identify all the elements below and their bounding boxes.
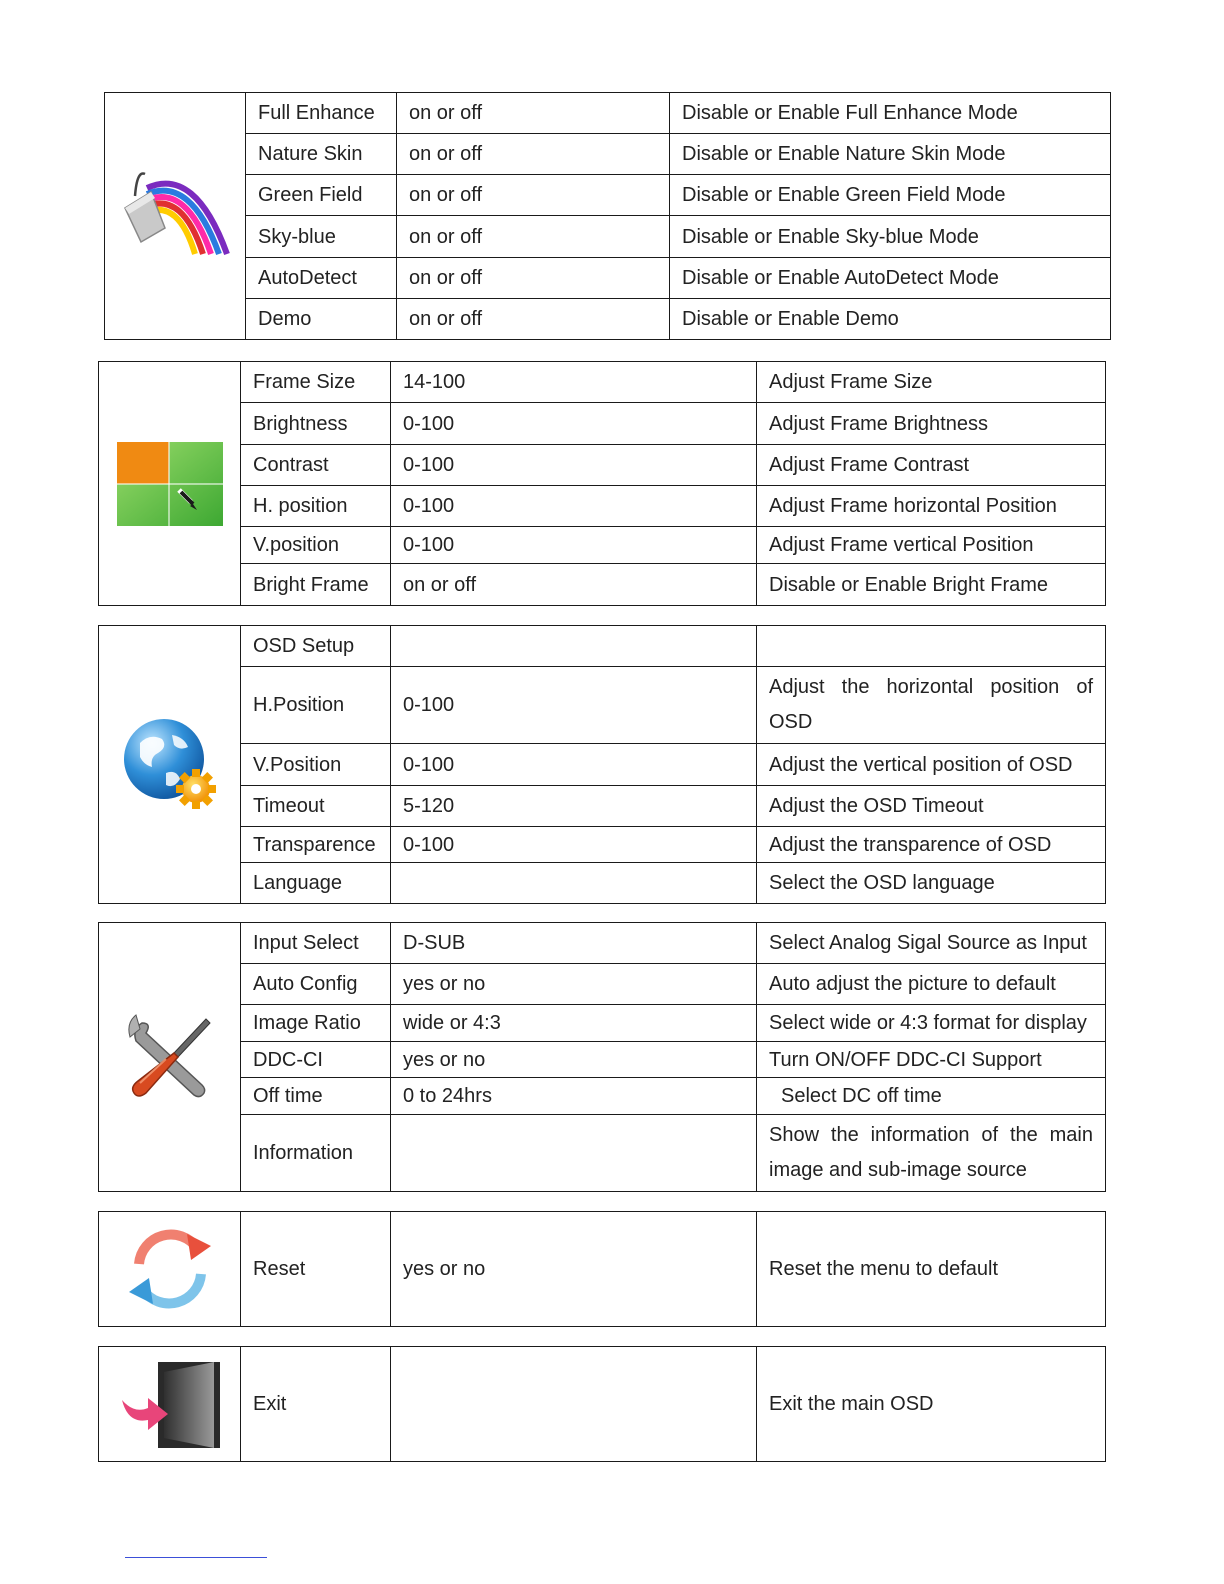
item-value: on or off [397, 93, 670, 134]
item-description [757, 626, 1106, 667]
item-value: yes or no [391, 964, 757, 1005]
frame-table [98, 361, 1106, 606]
item-value: 0-100 [391, 827, 757, 863]
item-label: Bright Frame [241, 564, 391, 606]
item-description: Disable or Enable Green Field Mode [670, 175, 1111, 216]
exit-icon-cell [99, 1347, 241, 1462]
item-label: Green Field [246, 175, 397, 216]
item-label: Frame Size [241, 362, 391, 403]
item-description: Adjust Frame Size [757, 362, 1106, 403]
item-value: on or off [397, 298, 670, 339]
item-label: DDC-CI [241, 1042, 391, 1078]
item-description: Auto adjust the picture to default [757, 964, 1106, 1005]
table-row [99, 445, 1106, 486]
table-row [99, 964, 1106, 1005]
item-description: Adjust the OSD Timeout [757, 786, 1106, 827]
item-description: Disable or Enable Sky-blue Mode [670, 216, 1111, 257]
item-description: Disable or Enable Nature Skin Mode [670, 134, 1111, 175]
item-label: V.Position [241, 744, 391, 786]
item-value: 0-100 [391, 403, 757, 445]
item-description: Disable or Enable AutoDetect Mode [670, 257, 1111, 298]
item-label: H.Position [241, 667, 391, 744]
table-row [99, 1005, 1106, 1042]
item-value: yes or no [391, 1042, 757, 1078]
table-row [99, 1347, 1106, 1462]
item-description: Reset the menu to default [757, 1212, 1106, 1327]
extra-table [98, 922, 1106, 1192]
item-description: Turn ON/OFF DDC-CI Support [757, 1042, 1106, 1078]
table-row [99, 564, 1106, 606]
item-description: Disable or Enable Full Enhance Mode [670, 93, 1111, 134]
table-row [99, 1042, 1106, 1078]
globe-gear-icon [120, 717, 220, 813]
item-description: Adjust the transparence of OSD [757, 827, 1106, 863]
table-row [99, 786, 1106, 827]
item-label: Sky-blue [246, 216, 397, 257]
item-label: AutoDetect [246, 257, 397, 298]
table-row [99, 863, 1106, 904]
reset-table [98, 1211, 1106, 1327]
picture-boost-icon-cell [105, 93, 246, 340]
item-description: Disable or Enable Demo [670, 298, 1111, 339]
item-description: Adjust Frame vertical Position [757, 527, 1106, 564]
paint-bucket-rainbow-icon [115, 166, 235, 266]
osd-icon-cell [99, 626, 241, 904]
table-row [99, 486, 1106, 527]
item-value: wide or 4:3 [391, 1005, 757, 1042]
item-description: Adjust Frame Contrast [757, 445, 1106, 486]
table-row [99, 1078, 1106, 1115]
table-row [105, 175, 1111, 216]
item-label: Timeout [241, 786, 391, 827]
item-value: 0-100 [391, 667, 757, 744]
picture-boost-table [104, 92, 1111, 340]
table-row [105, 298, 1111, 339]
item-label: Reset [241, 1212, 391, 1327]
item-value: 5-120 [391, 786, 757, 827]
item-description: Adjust the horizontal position of OSD [757, 667, 1106, 744]
table-row [99, 527, 1106, 564]
table-row [99, 1212, 1106, 1327]
item-label: Image Ratio [241, 1005, 391, 1042]
table-row [99, 827, 1106, 863]
item-label: Input Select [241, 923, 391, 964]
item-label: Contrast [241, 445, 391, 486]
item-description: Adjust Frame Brightness [757, 403, 1106, 445]
item-value [391, 1115, 757, 1192]
item-value [391, 1347, 757, 1462]
table-row [99, 667, 1106, 744]
exit-table [98, 1346, 1106, 1462]
item-label: Exit [241, 1347, 391, 1462]
table-row [99, 1115, 1106, 1192]
item-value: yes or no [391, 1212, 757, 1327]
item-value: on or off [391, 564, 757, 606]
table-row [105, 216, 1111, 257]
item-label: Transparence [241, 827, 391, 863]
item-value: 14-100 [391, 362, 757, 403]
item-value: 0-100 [391, 527, 757, 564]
item-value: D-SUB [391, 923, 757, 964]
item-label: Language [241, 863, 391, 904]
item-description: Adjust Frame horizontal Position [757, 486, 1106, 527]
item-label: H. position [241, 486, 391, 527]
item-value: on or off [397, 175, 670, 216]
item-value [391, 863, 757, 904]
table-row [99, 362, 1106, 403]
item-description: Select the OSD language [757, 863, 1106, 904]
item-value [391, 626, 757, 667]
wrench-screwdriver-icon [122, 1009, 218, 1105]
table-row [105, 257, 1111, 298]
item-label: Nature Skin [246, 134, 397, 175]
item-value: 0-100 [391, 445, 757, 486]
item-label: Demo [246, 298, 397, 339]
table-row [99, 626, 1106, 667]
reset-icon-cell [99, 1212, 241, 1327]
frame-color-pen-icon [117, 442, 223, 526]
item-description: Show the information of the main image and sub-image source [757, 1115, 1106, 1192]
item-value: 0-100 [391, 744, 757, 786]
item-label: Auto Config [241, 964, 391, 1005]
table-row [105, 134, 1111, 175]
item-description: Select wide or 4:3 format for display [757, 1005, 1106, 1042]
item-description: Select DC off time [757, 1078, 1106, 1115]
footer-rule [125, 1557, 267, 1558]
item-label: Full Enhance [246, 93, 397, 134]
item-value: on or off [397, 257, 670, 298]
item-value: on or off [397, 134, 670, 175]
frame-icon-cell [99, 362, 241, 606]
exit-door-icon [118, 1356, 222, 1452]
item-label: Information [241, 1115, 391, 1192]
table-row [99, 923, 1106, 964]
item-description: Select Analog Sigal Source as Input [757, 923, 1106, 964]
item-value: 0 to 24hrs [391, 1078, 757, 1115]
item-description: Adjust the vertical position of OSD [757, 744, 1106, 786]
extra-icon-cell [99, 923, 241, 1192]
osd-setup-table [98, 625, 1106, 904]
item-label: Brightness [241, 403, 391, 445]
item-label: OSD Setup [241, 626, 391, 667]
table-row [99, 744, 1106, 786]
item-description: Exit the main OSD [757, 1347, 1106, 1462]
reset-arrows-icon [125, 1224, 215, 1314]
item-value: 0-100 [391, 486, 757, 527]
item-value: on or off [397, 216, 670, 257]
item-label: V.position [241, 527, 391, 564]
table-row [99, 403, 1106, 445]
item-description: Disable or Enable Bright Frame [757, 564, 1106, 606]
table-row [105, 93, 1111, 134]
item-label: Off time [241, 1078, 391, 1115]
